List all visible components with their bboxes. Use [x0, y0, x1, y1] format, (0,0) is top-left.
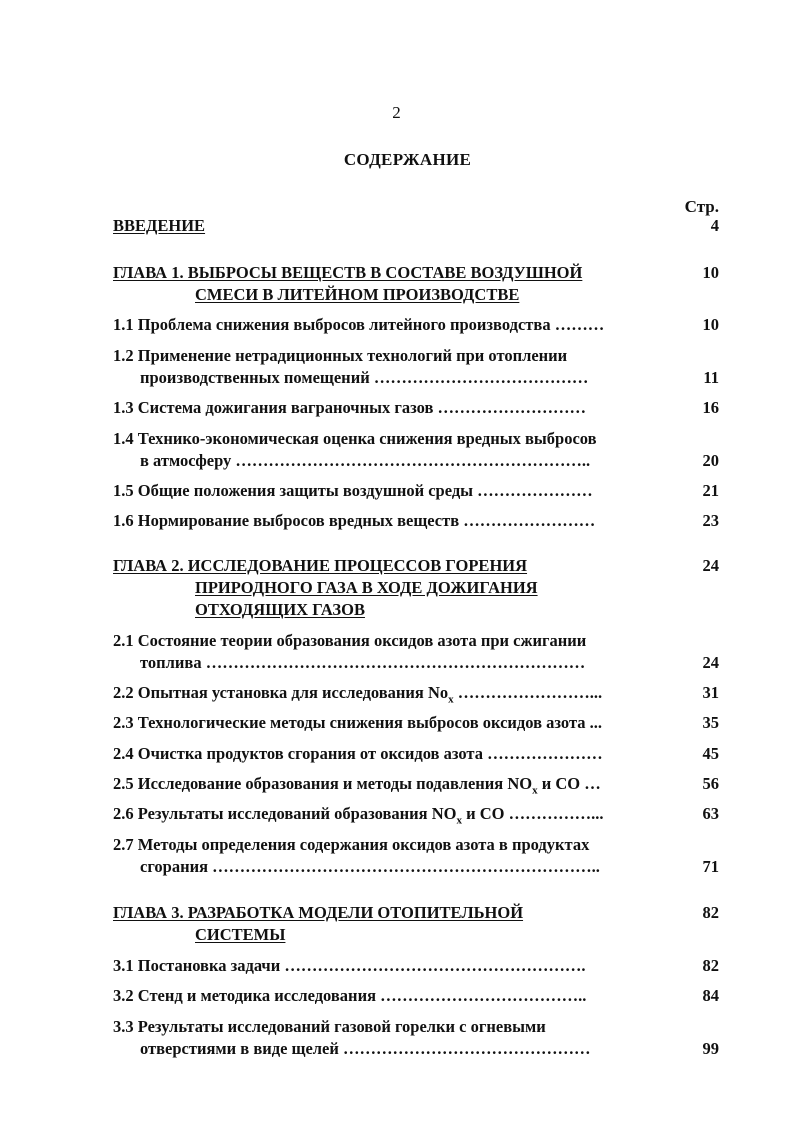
toc-entry-2-5[interactable] [113, 773, 719, 801]
toc-entry-2-2[interactable] [113, 682, 719, 710]
toc-entry-text: Опытная установка для исследования No [137, 683, 449, 702]
toc-entry-number: 1.4 [113, 429, 134, 448]
toc-entry-text-continued: сгорания …………………………………………………………….. [140, 857, 600, 876]
toc-entry-text-continued: производственных помещений ………………………………… [140, 368, 589, 387]
toc-entry-number: 1.6 [113, 511, 134, 530]
toc-entry-1-4[interactable] [113, 428, 719, 472]
toc-entry-text-continued: отверстиями в виде щелей ……………………………………… [140, 1039, 591, 1058]
toc-entry-3-2[interactable] [113, 985, 719, 1007]
toc-entry-leader: и CO … [537, 774, 601, 793]
toc-entry-intro[interactable] [113, 215, 719, 237]
document-title: СОДЕРЖАНИЕ [343, 150, 472, 169]
toc-page-number: 16 [702, 398, 719, 417]
toc-entry-text: Исследование образования и методы подавления NO [137, 774, 533, 793]
subscript: x [532, 784, 538, 797]
toc-entry-text: Система дожигания ваграночных газов ……………………… [137, 398, 587, 417]
toc-entry-number: 2.4 [113, 744, 134, 763]
toc-entry-text: Общие положения защиты воздушной среды ………………… [137, 481, 593, 500]
toc-entry-number: 2.1 [113, 631, 134, 650]
toc-entry-text: Очистка продуктов сгорания от оксидов азота ………………… [137, 744, 603, 763]
toc-entry-number: 2.6 [113, 804, 134, 823]
toc-page-number: 4 [710, 216, 719, 235]
toc-page-number: 84 [702, 986, 719, 1005]
toc-page-number: 23 [702, 511, 719, 530]
toc-entry-3-1[interactable] [113, 955, 719, 977]
toc-entry-text: Стенд и методика исследования ……………………………….. [137, 986, 587, 1005]
toc-entry-number: 1.5 [113, 481, 134, 500]
chapter-title-line: ОТХОДЯЩИХ ГАЗОВ [195, 600, 365, 619]
toc-entry-text: Результаты исследований газовой горелки с огневыми [137, 1017, 546, 1036]
toc-page-number: 10 [702, 315, 719, 334]
toc-entry-text: Состояние теории образования оксидов азота при сжигании [137, 631, 587, 650]
toc-entry-number: 3.3 [113, 1017, 134, 1036]
toc-entry-leader: и CO ……………... [461, 804, 604, 823]
toc-page-number: 71 [702, 857, 719, 876]
toc-chapter-2[interactable] [113, 555, 719, 621]
toc-chapter-1[interactable] [113, 262, 719, 306]
toc-entry-text: Результаты исследований образования NO [137, 804, 457, 823]
toc-page-number: 11 [703, 368, 719, 387]
toc-entry-number: 2.2 [113, 683, 134, 702]
toc-page-number: 45 [702, 744, 719, 763]
toc-entry-2-3[interactable] [113, 712, 719, 734]
toc-entry-number: 1.2 [113, 346, 134, 365]
toc-entry-number: 1.1 [113, 315, 134, 334]
chapter-title-line: ГЛАВА 1. ВЫБРОСЫ ВЕЩЕСТВ В СОСТАВЕ ВОЗДУШНОЙ [113, 263, 583, 282]
toc-page-number: 63 [702, 804, 719, 823]
page-number: 2 [392, 103, 401, 122]
toc-entry-text: Методы определения содержания оксидов азота в продуктах [137, 835, 590, 854]
toc-entry-1-3[interactable] [113, 397, 719, 419]
toc-page-number: 56 [702, 774, 719, 793]
toc-page-number: 24 [702, 556, 719, 575]
toc-entry-1-5[interactable] [113, 480, 719, 502]
toc-page-number: 24 [702, 653, 719, 672]
chapter-title-line: СМЕСИ В ЛИТЕЙНОМ ПРОИЗВОДСТВЕ [195, 285, 520, 304]
toc-entry-1-2[interactable] [113, 345, 719, 389]
toc-entry-2-6[interactable] [113, 803, 719, 831]
toc-entry-3-3[interactable] [113, 1016, 719, 1060]
toc-entry-number: 2.3 [113, 713, 134, 732]
toc-page-number: 99 [702, 1039, 719, 1058]
toc-entry-text: Применение нетрадиционных технологий при отоплении [137, 346, 568, 365]
toc-page-number: 82 [702, 903, 719, 922]
toc-entry-2-4[interactable] [113, 743, 719, 765]
toc-entry-1-6[interactable] [113, 510, 719, 532]
toc-page-number: 20 [702, 451, 719, 470]
toc-entry-text: ВВЕДЕНИЕ [113, 216, 206, 235]
toc-entry-number: 2.5 [113, 774, 134, 793]
toc-page-number: 35 [702, 713, 719, 732]
toc-entry-text: Технологические методы снижения выбросов оксидов азота ... [137, 713, 603, 732]
toc-entry-text-continued: топлива …………………………………………………………… [140, 653, 586, 672]
toc-chapter-3[interactable] [113, 902, 719, 946]
chapter-title-line: ГЛАВА 2. ИССЛЕДОВАНИЕ ПРОЦЕССОВ ГОРЕНИЯ [113, 556, 528, 575]
pages-column-header: Стр. [684, 197, 719, 216]
chapter-title-line: СИСТЕМЫ [195, 925, 286, 944]
toc-entry-text: Проблема снижения выбросов литейного производства ……… [137, 315, 605, 334]
toc-entry-1-1[interactable] [113, 314, 719, 336]
chapter-title-line: ПРИРОДНОГО ГАЗА В ХОДЕ ДОЖИГАНИЯ [195, 578, 538, 597]
subscript: x [448, 693, 454, 706]
chapter-title-line: ГЛАВА 3. РАЗРАБОТКА МОДЕЛИ ОТОПИТЕЛЬНОЙ [113, 903, 524, 922]
toc-page-number: 31 [702, 683, 719, 702]
toc-entry-2-1[interactable] [113, 630, 719, 674]
toc-page-number: 10 [702, 263, 719, 282]
toc-entry-number: 2.7 [113, 835, 134, 854]
toc-entry-text: Постановка задачи ………………………………………………. [137, 956, 586, 975]
toc-entry-text-continued: в атмосферу ……………………………………………………….. [140, 451, 591, 470]
toc-entry-2-7[interactable] [113, 834, 719, 878]
toc-entry-number: 3.2 [113, 986, 134, 1005]
toc-entry-text: Технико-экономическая оценка снижения вредных выбросов [137, 429, 597, 448]
toc-page-number: 21 [702, 481, 719, 500]
subscript: x [456, 814, 462, 827]
toc-entry-number: 3.1 [113, 956, 134, 975]
toc-entry-text: Нормирование выбросов вредных веществ …………………… [137, 511, 596, 530]
toc-page-number: 82 [702, 956, 719, 975]
toc-entry-leader: ……………………... [453, 683, 603, 702]
toc-entry-number: 1.3 [113, 398, 134, 417]
